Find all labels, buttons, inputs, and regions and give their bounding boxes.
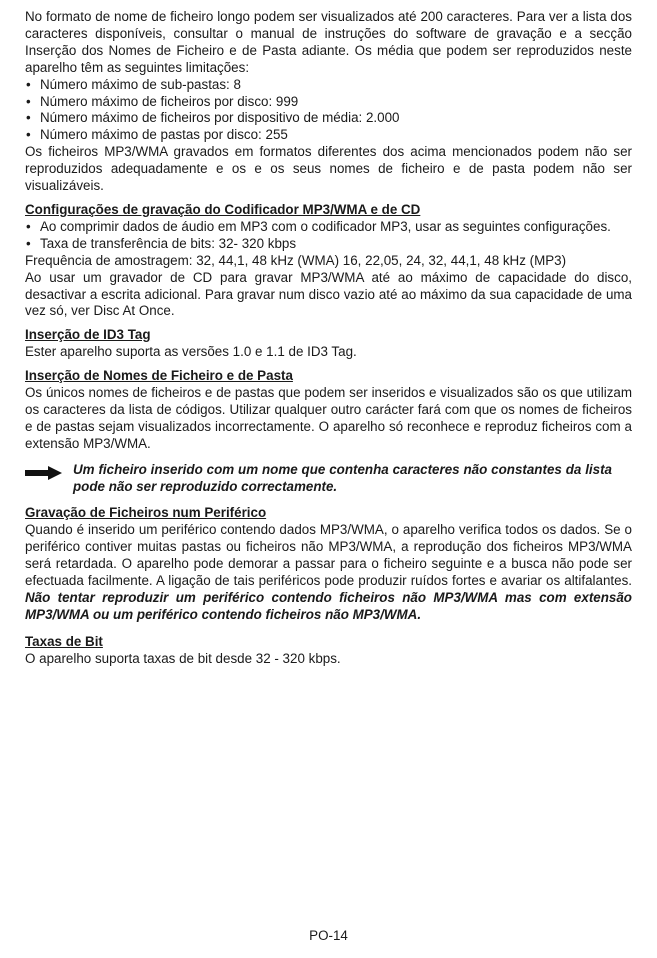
limits-list	[25, 77, 632, 145]
arrow-icon	[25, 462, 73, 485]
peripheral-heading: Gravação de Ficheiros num Periférico	[25, 505, 267, 521]
sampling-paragraph: Frequência de amostragem: 32, 44,1, 48 kHz (WMA) 16, 22,05, 24, 32, 44,1, 48 kHz (MP3)	[25, 252, 567, 268]
format-paragraph: Os ficheiros MP3/WMA gravados em formatos diferentes dos acima mencionados podem não ser reproduzidos adequadamente e os e os seus nomes de ficheiro e de pasta podem não ser visualizáveis.	[25, 144, 632, 194]
names-paragraph: Os únicos nomes de ficheiros e de pastas que podem ser inseridos e visualizados são os que utilizam os caracteres da lista de códigos. Utilizar qualquer outro carácter fará com que os nomes de ficheiros e de pastas sejam visualizados incorrectamente. O aparelho só reconhece e reproduz ficheiros com a extensão MP3/WMA.	[25, 385, 632, 451]
peripheral-warning: Não tentar reproduzir um periférico contendo ficheiros não MP3/WMA mas com extensão MP3/WMA ou um periférico contendo ficheiros não MP3/WMA.	[25, 590, 632, 622]
list-item: • Número máximo de ficheiros por dispositivo de média: 2.000	[25, 110, 632, 127]
page-content	[25, 9, 632, 668]
note-text: Um ficheiro inserido com um nome que contenha caracteres não constantes da lista pode não ser reproduzido correctamente.	[73, 461, 612, 494]
page-number: PO-14	[309, 928, 348, 943]
id3-paragraph: Ester aparelho suporta as versões 1.0 e 1.1 de ID3 Tag.	[25, 344, 357, 360]
list-item: • Número máximo de sub-pastas: 8	[25, 77, 632, 94]
peripheral-text: Quando é inserido um periférico contendo dados MP3/WMA, o aparelho verifica todos os dados. Se o periférico contiver muitas pastas ou ficheiros não MP3/WMA, a reprodução dos ficheiros MP3/WMA será retardada. O aparelho pode demorar a passar para o ficheiro seguinte e a busca não pode ser efectuada facilmente. A ligação de tais periféricos pode produzir ruídos fortes e avariar os altifalantes.	[25, 522, 632, 589]
peripheral-paragraph	[25, 522, 632, 623]
encoder-paragraph: Ao usar um gravador de CD para gravar MP3/WMA até ao máximo de capacidade do disco, desactivar a escrita adicional. Para gravar num disco vazio até ao máximo da sua capacidade de uma vez só, ver Disc At Once.	[25, 269, 632, 319]
list-item: • Número máximo de pastas por disco: 255	[25, 127, 632, 144]
list-item: • Ao comprimir dados de áudio em MP3 com o codificador MP3, usar as seguintes configurações.	[25, 219, 632, 236]
list-item: • Taxa de transferência de bits: 32- 320 kbps	[25, 236, 632, 253]
names-heading: Inserção de Nomes de Ficheiro e de Pasta	[25, 368, 293, 384]
encoder-heading: Configurações de gravação do Codificador MP3/WMA e de CD	[25, 201, 421, 217]
encoder-list	[25, 219, 632, 253]
note-block	[25, 462, 632, 496]
bitrates-paragraph: O aparelho suporta taxas de bit desde 32 - 320 kbps.	[25, 650, 341, 666]
bitrates-heading: Taxas de Bit	[25, 633, 103, 649]
list-item: • Número máximo de ficheiros por disco: 999	[25, 94, 632, 111]
intro-paragraph: No formato de nome de ficheiro longo podem ser visualizados até 200 caracteres. Para ver a lista dos caracteres disponíveis, consultar o manual de instruções do software de gravação e a secção Inserção dos Nomes de Ficheiro e de Pasta adiante. Os média que podem ser reproduzidos neste aparelho têm as seguintes limitações:	[25, 9, 632, 75]
id3-heading: Inserção de ID3 Tag	[25, 327, 151, 343]
